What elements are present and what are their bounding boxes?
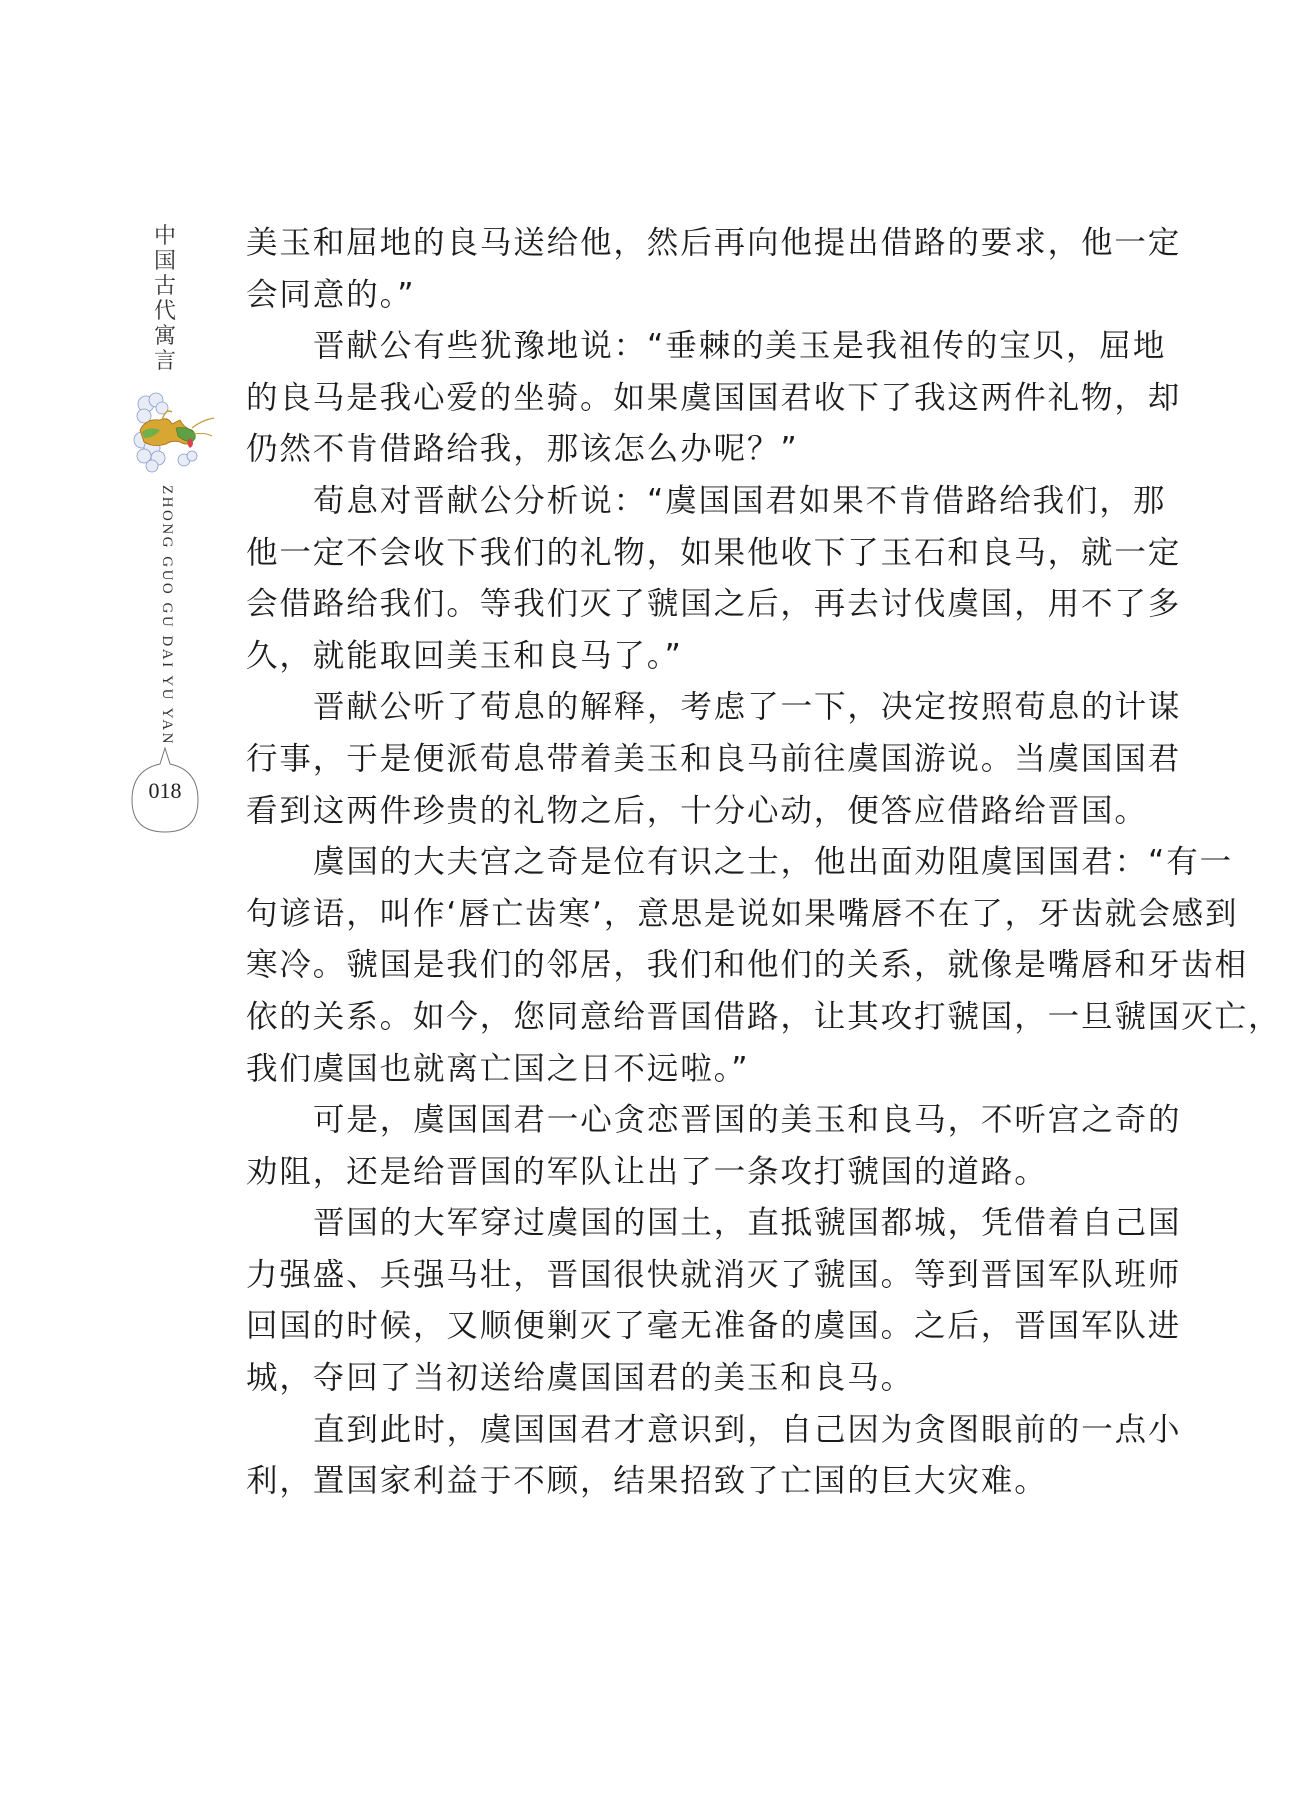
- text-line: 利，置国家利益于不顾，结果招致了亡国的巨大灾难。: [246, 1463, 1048, 1500]
- text-line: 行事，于是便派荀息带着美玉和良马前往虞国游说。当虞国国君: [246, 740, 1182, 777]
- paragraph-first-line: 直到此时，虞国国君才意识到，自己因为贪图眼前的一点小: [313, 1411, 1182, 1448]
- text-line: 美玉和屈地的良马送给他，然后再向他提出借路的要求，他一定: [246, 225, 1182, 261]
- text-line: 会借路给我们。等我们灭了虢国之后，再去讨伐虞国，用不了多: [246, 586, 1182, 623]
- text-line: 力强盛、兵强马壮，晋国很快就消灭了虢国。等到晋国军队班师: [246, 1256, 1182, 1293]
- book-title-char: 寓: [153, 324, 176, 349]
- paragraph-first-line: 虞国的大夫宫之奇是位有识之士，他出面劝阻虞国国君：“有一: [313, 844, 1234, 881]
- book-title-char: 言: [153, 349, 176, 374]
- text-line: 寒冷。虢国是我们的邻居，我们和他们的关系，就像是嘴唇和牙齿相: [246, 947, 1249, 984]
- paragraph-first-line: 晋国的大军穿过虞国的国土，直抵虢国都城，凭借着自己国: [313, 1205, 1182, 1242]
- book-title-pinyin: ZHONG GUO GU DAI YU YAN: [159, 485, 175, 746]
- text-line: 的良马是我心爱的坐骑。如果虞国国君收下了我这两件礼物，却: [246, 379, 1182, 416]
- text-line: 依的关系。如今，您同意给晋国借路，让其攻打虢国，一旦虢国灭亡，: [246, 998, 1282, 1035]
- body-text: [246, 218, 1282, 1508]
- paragraph-first-line: 荀息对晋献公分析说：“虞国国君如果不肯借路给我们，那: [313, 482, 1167, 519]
- text-line: 劝阻，还是给晋国的军队让出了一条攻打虢国的道路。: [246, 1153, 1048, 1190]
- text-line: 仍然不肯借路给我，那该怎么办呢？”: [246, 431, 799, 468]
- text-line: 句谚语，叫作‘唇亡齿寒’，意思是说如果嘴唇不在了，牙齿就会感到: [246, 895, 1239, 932]
- book-title-char: 国: [153, 249, 176, 274]
- text-line: 看到这两件珍贵的礼物之后，十分心动，便答应借路给晋国。: [246, 792, 1148, 829]
- book-title-char: 古: [153, 274, 176, 299]
- text-line: 城，夺回了当初送给虞国国君的美玉和良马。: [246, 1360, 915, 1397]
- page-number: 018: [148, 778, 182, 803]
- book-title-vertical: [153, 224, 177, 374]
- dragon-cloud-icon: [132, 390, 218, 478]
- text-line: 回国的时候，又顺便剿灭了毫无准备的虞国。之后，晋国军队进: [246, 1308, 1182, 1345]
- text-line: 会同意的。”: [246, 276, 416, 313]
- paragraph-first-line: 晋献公听了荀息的解释，考虑了一下，决定按照荀息的计谋: [313, 689, 1182, 726]
- book-title-char: 代: [153, 299, 176, 324]
- paragraph-first-line: 晋献公有些犹豫地说：“垂棘的美玉是我祖传的宝贝，屈地: [313, 328, 1167, 365]
- text-line: 他一定不会收下我们的礼物，如果他收下了玉石和良马，就一定: [246, 534, 1182, 571]
- paragraph-first-line: 可是，虞国国君一心贪恋晋国的美玉和良马，不听宫之奇的: [313, 1102, 1182, 1139]
- page-sidebar: [120, 200, 210, 840]
- text-line: 久，就能取回美玉和良马了。”: [246, 637, 683, 674]
- book-title-char: 中: [153, 224, 176, 249]
- text-line: 我们虞国也就离亡国之日不远啦。”: [246, 1050, 750, 1087]
